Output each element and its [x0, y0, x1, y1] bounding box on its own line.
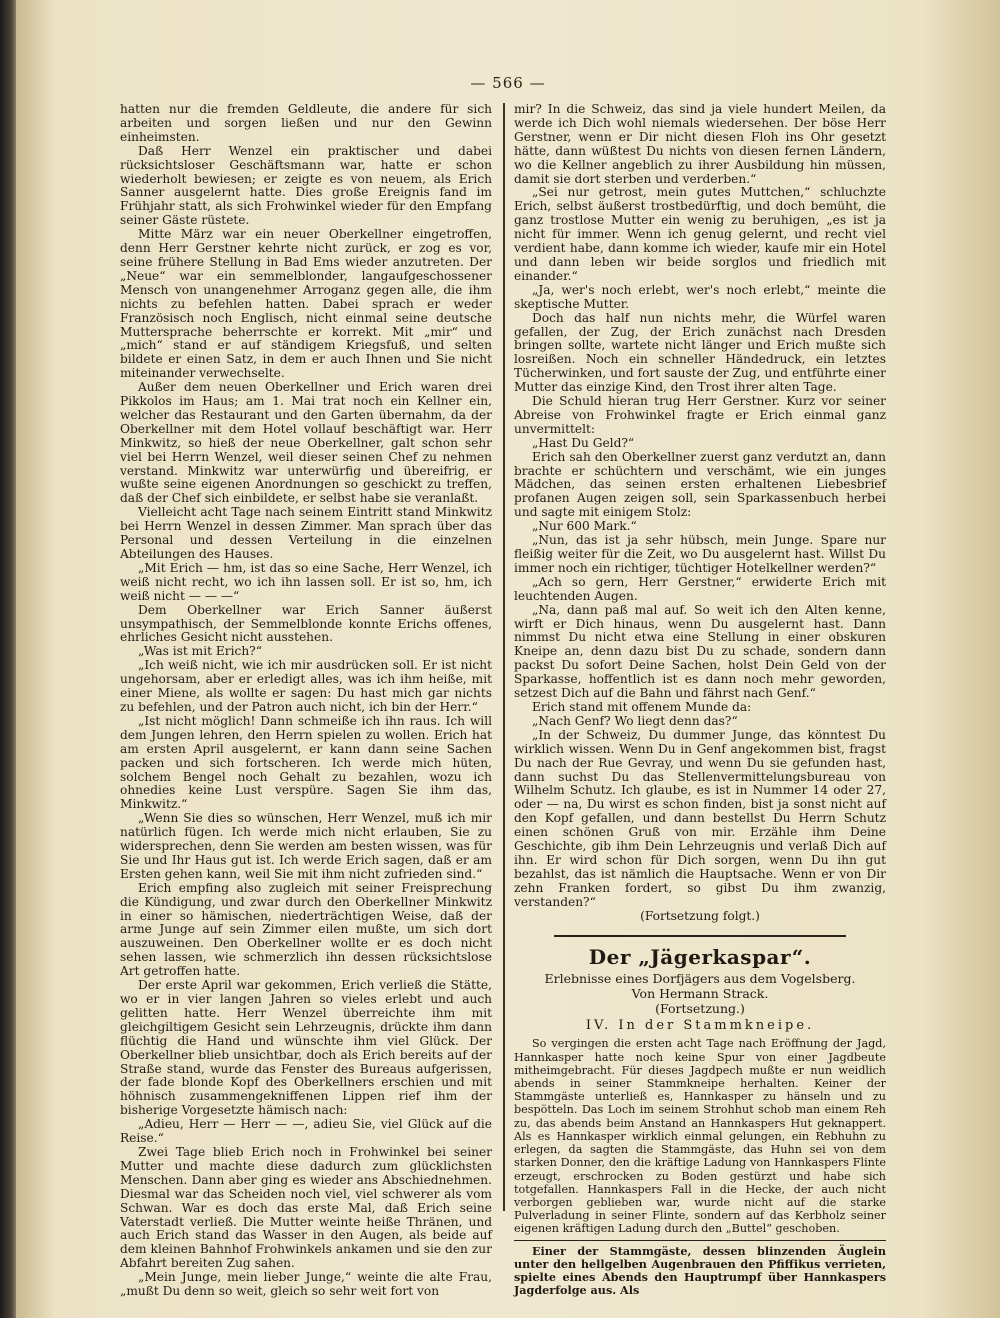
paragraph: Zwei Tage blieb Erich noch in Frohwinkel bei seiner Mutter und machte diese dadurch zum glücklichsten Menschen. Dann aber ging es wieder ans Abschiednehmen. Diesmal war das Scheiden noch viel, viel schwerer als vom Schwan. War es doch das erste Mal, daß Erich seine Vaterstadt verließ. Die Mutter weinte heiße Thränen, und auch Erich stand das Wasser in den Augen, als beide auf dem kleinen Bahnhof Frohwinkels ankamen und sie den zur Abfahrt bereiten Zug sahen. — [120, 1144, 492, 1271]
page-number: — 566 — — [470, 74, 546, 92]
story-paragraph: Einer der Stammgäste, dessen blinzenden Äuglein unter den hellgelben Augenbrauen den Pfiffikus verrieten, spielte eines Abends den Hauptrumpf über Hannkaspers Jagderfolge aus. Als — [514, 1243, 886, 1298]
right-column — [514, 103, 886, 1297]
book-spine — [0, 0, 16, 1318]
paragraph: „Na, dann paß mal auf. So weit ich den Alten kenne, wirft er Dich hinaus, wenn Du ausgelernt hast. Dann nimmst Du nicht etwa eine Stellung in einer obskuren Kneipe an, denn dazu bist Du zu schade, sondern dann packst Du sofort Deine Sachen, holst Dein Geld von der Sparkasse, hoffentlich ist es dann noch mehr geworden, setzest Dich auf die Bahn und fährst nach Genf.“ — [514, 602, 886, 701]
left-column — [120, 103, 492, 1299]
newspaper-page — [16, 0, 1000, 1318]
paragraph: Dem Oberkellner war Erich Sanner äußerst unsympathisch, der Semmelblonde konnte Erichs offenes, ehrliches Gesicht nicht ausstehen. — [120, 602, 492, 645]
continued-note: (Fortsetzung folgt.) — [640, 908, 760, 923]
paragraph: Die Schuld hieran trug Herr Gerstner. Kurz vor seiner Abreise von Frohwinkel fragte er Erich einmal ganz unvermittelt: — [514, 394, 886, 436]
paragraph: „Adieu, Herr — Herr — —, adieu Sie, viel Glück auf die Reise.“ — [120, 1117, 492, 1146]
paragraph: Doch das half nun nichts mehr, die Würfel waren gefallen, der Zug, der Erich zunächst nach Dresden bringen sollte, wartete nicht länger und Erich mußte sich losreißen. Noch ein schneller Händedruck, ein letztes Tücherwinken, und fort sauste der Zug, und entführte einer Mutter das einzige Kind, den Trost ihrer alten Tage. — [514, 310, 886, 395]
paragraph: Erich empfing also zugleich mit seiner Freisprechung die Kündigung, und zwar durch den Oberkellner Minkwitz in einer so hämischen, niederträchtigen Weise, daß der arme Junge auf sein Zimmer eilen mußte, um sich dort auszuweinen. Den Oberkellner wollte er es doch nicht sehen lassen, wie schmerzlich ihn dessen rücksichtslose Art getroffen hatte. — [120, 880, 492, 979]
story-paragraph: So vergingen die ersten acht Tage nach Eröffnung der Jagd, Hannkasper hatte noch keine Spur von einer Jagdbeute mitheimgebracht. Für dieses Jagdpech mußte er nun weidlich abends in seiner Stammkneipe herhalten. Keiner der Stammgäste unterließ es, Hannkasper zu hänseln und zu bespötteln. Das Loch im seinem Strohhut schob man einem Reh zu, das abends beim Anstand an Hannkaspers Hut geknappert. Als es Hannkasper wirklich einmal gelungen, ein Rebhuhn zu erlegen, da sagten die Stammgäste, das Huhn sei von dem starken Donner, den die kräftige Ladung von Hannkaspers Flinte erzeugt, erschrocken zu Boden gestürzt und habe sich totgefallen. Hannkaspers Fall in die Hecke, der auch nicht verborgen geblieben war, wurde nicht auf die starke Pulverladung in seiner Flinte, sondern auf das Kerbholz seiner eigenen kräftigen Ladung durch den „Buttel“ geschoben. — [514, 1037, 886, 1236]
paragraph: „Was ist mit Erich?“ — [138, 644, 262, 659]
story-author: Von Hermann Strack. — [631, 986, 769, 1002]
paragraph: „In der Schweiz, Du dummer Junge, das könntest Du wirklich wissen. Wenn Du in Genf angekommen bist, fragst Du nach der Rue Gevray, und wenn Du sie gefunden hast, dann suchst Du das Stellenvermittelungsbureau von Wilhelm Schutz. Ich glaube, es ist in Nummer 14 oder 27, oder — na, Du wirst es schon finden, bist ja sonst nicht auf den Kopf gefallen, und dann bestellst Du Herrn Schutz einen schönen Gruß von mir. Erzähle ihm Deine Geschichte, gib ihm Dein Lehrzeugnis und verlaß Dich auf ihn. Er wird schon für Dich sorgen, wenn Du ihn gut bezahlst, das ist nämlich die Hauptsache. Wenn er von Dir zehn Franken fordert, so gibst Du ihm zwanzig, verstanden?“ — [514, 727, 886, 909]
column-divider — [503, 103, 505, 1211]
paragraph: mir? In die Schweiz, das sind ja viele hundert Meilen, da werde ich Dich wohl niemals wiedersehen. Der böse Herr Gerstner, wenn er Dir nicht diesen Floh ins Ohr gesetzt hätte, dann wüßtest Du nichts von diesen fernen Ländern, wo die Kellner angeblich zu ihrer Ausbildung hin müssen, damit sie dort sterben und verderben.“ — [514, 102, 886, 186]
paragraph: „Mit Erich — hm, ist das so eine Sache, Herr Wenzel, ich weiß nicht recht, wo ich ihn lassen soll. Er ist so, hm, ich weiß nicht — — —“ — [120, 560, 492, 603]
paragraph: Mitte März war ein neuer Oberkellner eingetroffen, denn Herr Gerstner kehrte nicht zurück, er zog es vor, seine frühere Stellung in Bad Ems wieder anzutreten. Der „Neue“ war ein semmelblonder, langaufgeschossener Mensch von unangenehmer Arroganz gegen alle, die ihm nichts zu befehlen hatten. Dabei sprach er weder Französisch noch Englisch, nicht einmal seine deutsche Muttersprache beherrschte er korrekt. Mit „mir“ und „mich“ stand er auf ständigem Kriegsfuß, und selten bildete er einen Satz, in dem er auch Ihnen und Sie nicht miteinander verwechselte. — [120, 227, 492, 381]
story-continuation: (Fortsetzung.) — [655, 1001, 745, 1017]
paragraph: „Nun, das ist ja sehr hübsch, mein Junge. Spare nur fleißig weiter für die Zeit, wo Du ausgelernt hast. Willst Du immer noch ein richtiger, tüchtiger Hotelkellner werden?“ — [514, 533, 886, 575]
paragraph: Daß Herr Wenzel ein praktischer und dabei rücksichtsloser Geschäftsmann war, hatte er schon wiederholt bewiesen; er zeigte es von neuem, als Erich Sanner ausgelernt hatte. Dies große Ereignis fand im Frühjahr statt, als sich Frohwinkel wieder für den Empfang seiner Gäste rüstete. — [120, 143, 492, 228]
paragraph: „Nach Genf? Wo liegt denn das?“ — [532, 713, 738, 728]
paragraph: „Sei nur getrost, mein gutes Muttchen,“ schluchzte Erich, selbst äußerst trostbedürftig, und doch bemüht, die ganz trostlose Mutter ein wenig zu beruhigen, „es ist ja nicht für immer. Wenn ich genug gelernt, und recht viel verdient habe, dann komme ich wieder, kaufe mir ein Hotel und dann leben wir beide sorglos und friedlich mit einander.“ — [514, 185, 886, 283]
paragraph: Erich sah den Oberkellner zuerst ganz verdutzt an, dann brachte er schüchtern und verschämt, wie ein junges Mädchen, das seinen ersten erhaltenen Liebesbrief profanen Augen zeigen soll, sein Sparkassenbuch herbei und sagte mit einigem Stolz: — [514, 449, 886, 520]
paragraph: „Ich weiß nicht, wie ich mir ausdrücken soll. Er ist nicht ungehorsam, aber er erledigt alles, was ich ihm heiße, mit einer Miene, als wollte er sagen: Du hast mich gar nichts zu befehlen, und der Patron auch nicht, ich bin der Herr.“ — [120, 658, 492, 714]
story-title: Der „Jägerkaspar“. — [588, 945, 812, 970]
paragraph: Der erste April war gekommen, Erich verließ die Stätte, wo er in vier langen Jahren so vieles erlebt und auch gelitten hatte. Herr Wenzel überreichte ihm mit gleichgiltigem Gesicht sein Lehrzeugnis, drückte ihm dann flüchtig die Hand und wünschte ihm viel Glück. Der Oberkellner blieb unsichtbar, doch als Erich bereits auf der Straße stand, wurde das Fenster des Bureaus aufgerissen, der fade blonde Kopf des Oberkellners erschien und mit höhnisch zusammengekniffenen Lippen rief ihm der bisherige Vorgesetzte hämisch nach: — [120, 978, 492, 1118]
paragraph: „Ach so gern, Herr Gerstner,“ erwiderte Erich mit leuchtenden Augen. — [514, 574, 886, 603]
paragraph: Außer dem neuen Oberkellner und Erich waren drei Pikkolos im Haus; am 1. Mai trat noch ein Kellner ein, welcher das Restaurant und den Garten übernahm, da der Oberkellner mit dem Hotel vollauf beschäftigt war. Herr Minkwitz, so hieß der neue Oberkellner, galt schon sehr viel bei Herrn Wenzel, weil dieser seinen Chef zu nehmen verstand. Minkwitz war unterwürfig und übereifrig, er wußte seine eigenen Anordnungen so geschickt zu treffen, daß der Chef sich einbildete, er selbst habe sie veranlaßt. — [120, 380, 492, 506]
paragraph: hatten nur die fremden Geldleute, die andere für sich arbeiten und sorgen ließen und nur den Gewinn einheimsten. — [120, 102, 492, 144]
paragraph: Vielleicht acht Tage nach seinem Eintritt stand Minkwitz bei Herrn Wenzel in dessen Zimmer. Man sprach über das Personal und dessen Verteilung in die einzelnen Abteilungen des Hauses. — [120, 505, 492, 561]
right-column-text — [514, 103, 886, 910]
section-rule — [554, 935, 846, 937]
paragraph: „Hast Du Geld?“ — [532, 435, 635, 450]
paragraph: „Ist nicht möglich! Dann schmeiße ich ihn raus. Ich will dem Jungen lehren, den Herrn spielen zu wollen. Erich hat am ersten April ausgelernt, er kann dann seine Sachen packen und sich fortscheren. Ich werde mich hüten, solchem Bengel noch Gehalt zu bezahlen, wozu ich ohnedies keine Lust verspüre. Sagen Sie ihm das, Minkwitz.“ — [120, 713, 492, 812]
paragraph: „Wenn Sie dies so wünschen, Herr Wenzel, muß ich mir natürlich fügen. Ich werde mich nicht erlauben, Sie zu widersprechen, denn Sie werden am besten wissen, was für Sie und Ihr Haus gut ist. Ich werde Erich sagen, daß er am Ersten gehen kann, weil Sie mit ihm nicht zufrieden sind.“ — [120, 811, 492, 881]
paragraph: „Nur 600 Mark.“ — [532, 519, 637, 534]
story-subtitle: Erlebnisse eines Dorfjägers aus dem Vogelsberg. — [544, 971, 856, 987]
story-rule — [514, 1240, 886, 1241]
story-chapter: IV. In der Stammkneipe. — [585, 1018, 815, 1034]
paragraph: „Ja, wer's noch erlebt, wer's noch erlebt,“ meinte die skeptische Mutter. — [514, 282, 886, 311]
paragraph: Erich stand mit offenem Munde da: — [532, 699, 752, 714]
paragraph: „Mein Junge, mein lieber Junge,“ weinte die alte Frau, „mußt Du denn so weit, gleich so sehr weit fort von — [120, 1270, 492, 1299]
